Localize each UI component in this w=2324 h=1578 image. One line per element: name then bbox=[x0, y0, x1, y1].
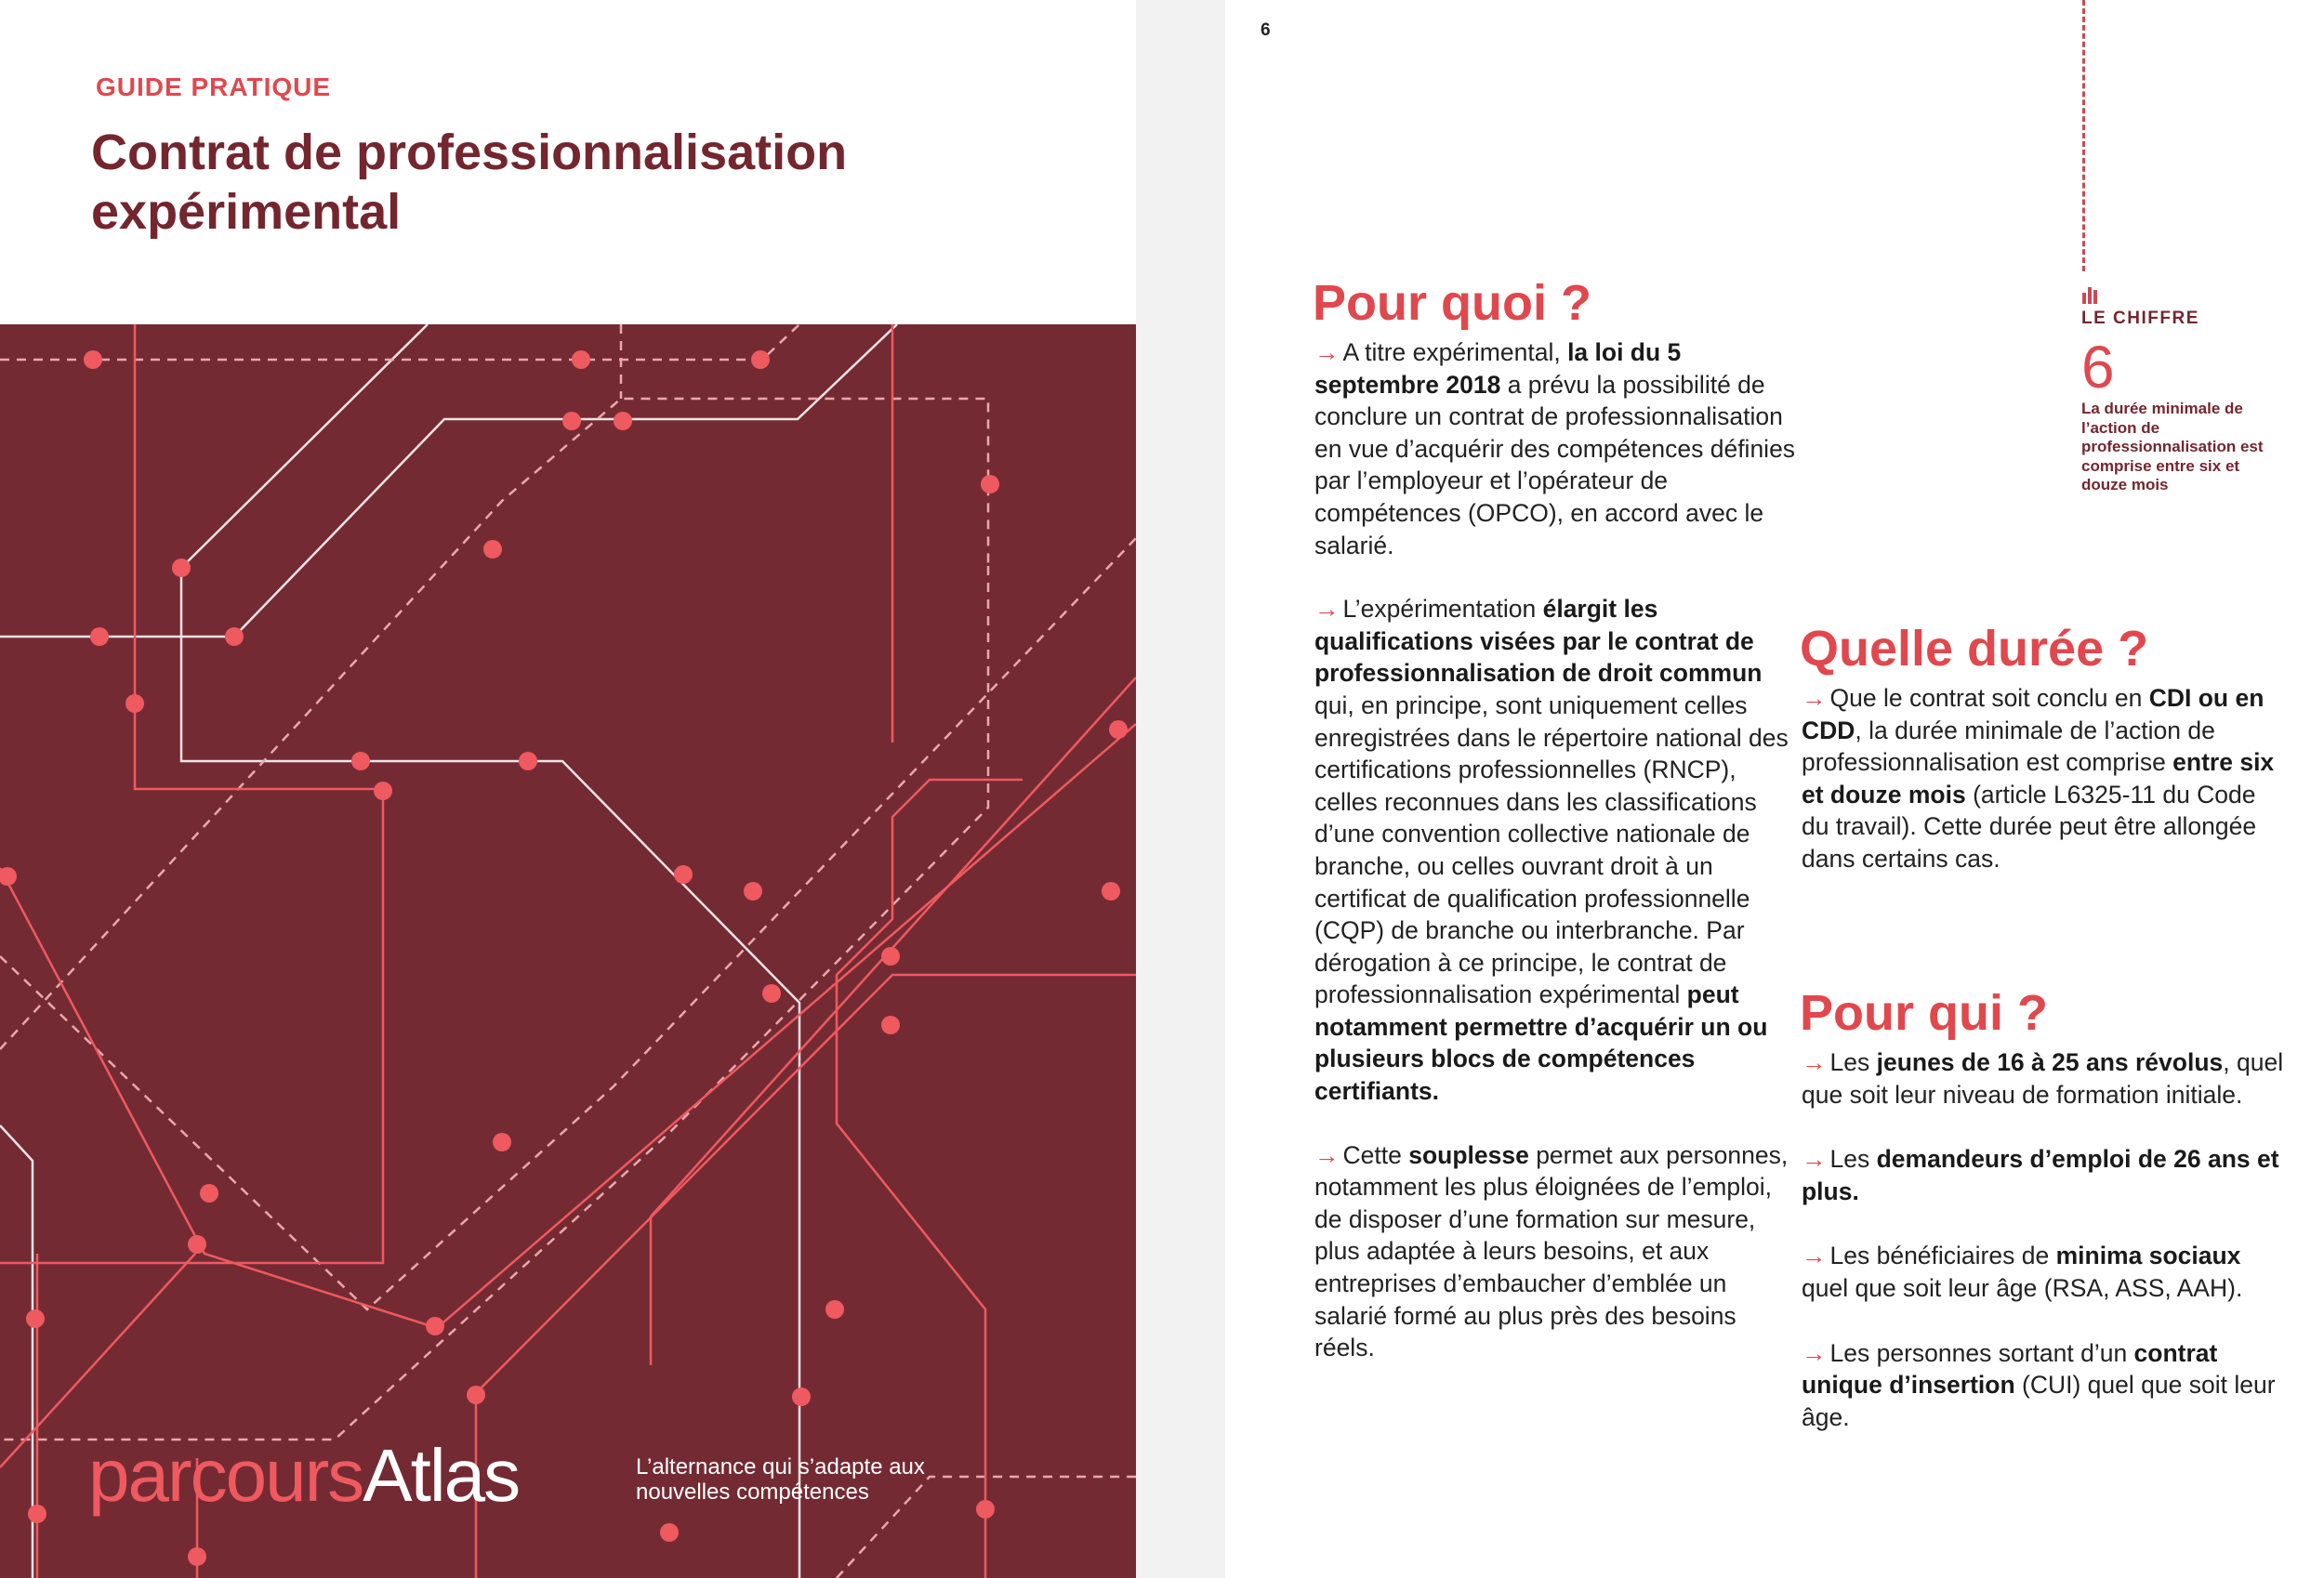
bar-chart-icon bbox=[2081, 284, 2102, 305]
body-text: Les bbox=[1829, 1048, 1877, 1076]
emphasis-text: peut notamment permettre d’acquérir un ou plusieurs blocs de compétences certifiants. bbox=[1314, 980, 1768, 1106]
le-chiffre-number: 6 bbox=[2081, 334, 2115, 401]
body-text: quel que soit leur âge (RSA, ASS, AAH). bbox=[1802, 1273, 2243, 1302]
pourqui-item bbox=[1802, 1337, 2285, 1434]
body-text: (article L6325-11 du Code du travail). Cette durée peut être allongée dans certains cas. bbox=[1802, 780, 2257, 873]
page-number: 6 bbox=[1261, 20, 1271, 40]
page-gutter bbox=[1136, 0, 1225, 1578]
pourquoi-paragraph bbox=[1314, 336, 1798, 561]
section-title-pourqui: Pour qui ? bbox=[1800, 985, 2048, 1041]
emphasis-text: CDI ou en CDD bbox=[1802, 684, 2265, 744]
emphasis-text: entre six et douze mois bbox=[1802, 748, 2275, 809]
cover-page bbox=[0, 0, 1136, 1578]
arrow-right-icon: → bbox=[1802, 1338, 1827, 1367]
pourquoi-paragraph bbox=[1314, 1139, 1798, 1364]
section-title-pourquoi: Pour quoi ? bbox=[1313, 275, 1591, 331]
body-text: (CUI) quel que soit leur âge. bbox=[1802, 1371, 2276, 1431]
body-text: L’expérimentation bbox=[1342, 595, 1543, 624]
body-text: permet aux personnes, notamment les plus éloignées de l’emploi, de disposer d’une formation sur mesure, plus adaptée à leurs besoins, et aux entreprises d’embaucher d’emblée un salarié formé au plus près des besoins réels. bbox=[1314, 1140, 1789, 1362]
emphasis-text: jeunes de 16 à 25 ans révolus bbox=[1876, 1048, 2224, 1076]
le-chiffre-label: LE CHIFFRE bbox=[2081, 309, 2199, 328]
body-text: Cette bbox=[1342, 1140, 1409, 1169]
le-chiffre-caption: La durée minimale de l’action de professionnalisation est comprise entre six et douze mois bbox=[2081, 400, 2264, 493]
arrow-right-icon: → bbox=[1314, 338, 1340, 366]
cover-title: Contrat de professionnalisation expérimental bbox=[91, 125, 848, 240]
content-page bbox=[1225, 0, 2324, 1578]
pourqui-item bbox=[1802, 1240, 2285, 1304]
arrow-right-icon: → bbox=[1314, 595, 1340, 624]
emphasis-text: élargit les qualifications visées par le contrat de professionnalisation de droit commun bbox=[1314, 595, 1763, 688]
body-text: Les personnes sortant d’un bbox=[1829, 1338, 2134, 1367]
section-title-duree: Quelle durée ? bbox=[1800, 621, 2149, 677]
arrow-right-icon: → bbox=[1802, 684, 1827, 712]
arrow-right-icon: → bbox=[1802, 1242, 1827, 1270]
body-text: qui, en principe, sont uniquement celles enregistrées dans le répertoire national des certifications professionnelles (RNCP), celles reconnues dans les classifications d’une convention collective nationale de branche, ou celles ouvrant droit à un certificat de qualification professionnelle (CQP) de branche ou interbranche. Par dérogation à ce principe, le contrat de professionnalisation expérimental bbox=[1314, 690, 1789, 1009]
parcours-atlas-logo bbox=[88, 1434, 520, 1534]
cover-illustration bbox=[0, 324, 1136, 1578]
arrow-right-icon: → bbox=[1314, 1140, 1340, 1169]
body-text: a prévu la possibilité de conclure un contrat de professionnalisation en vue d’acquérir des compétences définies par l’employeur et l’opérateur de compétences (OPCO), en accord avec le salarié. bbox=[1314, 370, 1796, 559]
logo-text-atlas: Atlas bbox=[363, 1434, 520, 1517]
emphasis-text: demandeurs d’emploi de 26 ans et plus. bbox=[1802, 1145, 2279, 1205]
cover-kicker: GUIDE PRATIQUE bbox=[96, 72, 332, 101]
pourqui-item bbox=[1802, 1046, 2285, 1111]
duree-paragraph bbox=[1802, 682, 2285, 875]
logo-text-parcours: parcours bbox=[88, 1434, 363, 1517]
network-lines-illustration bbox=[0, 324, 1136, 1578]
body-text: Que le contrat soit conclu en bbox=[1829, 684, 2149, 712]
arrow-right-icon: → bbox=[1802, 1145, 1827, 1174]
body-text: A titre expérimental, bbox=[1342, 338, 1568, 366]
body-text: Les bbox=[1829, 1145, 1877, 1174]
dashed-divider bbox=[2082, 0, 2085, 271]
pourqui-list bbox=[1802, 1046, 2285, 1466]
arrow-right-icon: → bbox=[1802, 1048, 1827, 1076]
body-text: , la durée minimale de l’action de professionnalisation est comprise bbox=[1802, 716, 2215, 777]
pourqui-item bbox=[1802, 1143, 2285, 1207]
emphasis-text: minima sociaux bbox=[2055, 1242, 2241, 1270]
pourquoi-body bbox=[1314, 336, 1798, 1396]
brand-tagline: L’alternance qui s’adapte aux nouvelles compétences bbox=[636, 1454, 925, 1505]
body-text: , quel que soit leur niveau de formation initiale. bbox=[1802, 1048, 2284, 1109]
pourquoi-paragraph bbox=[1314, 593, 1798, 1108]
emphasis-text: la loi du 5 septembre 2018 bbox=[1314, 338, 1682, 399]
body-text: Les bénéficiaires de bbox=[1829, 1242, 2056, 1270]
emphasis-text: contrat unique d’insertion bbox=[1802, 1338, 2218, 1400]
emphasis-text: souplesse bbox=[1408, 1140, 1529, 1169]
